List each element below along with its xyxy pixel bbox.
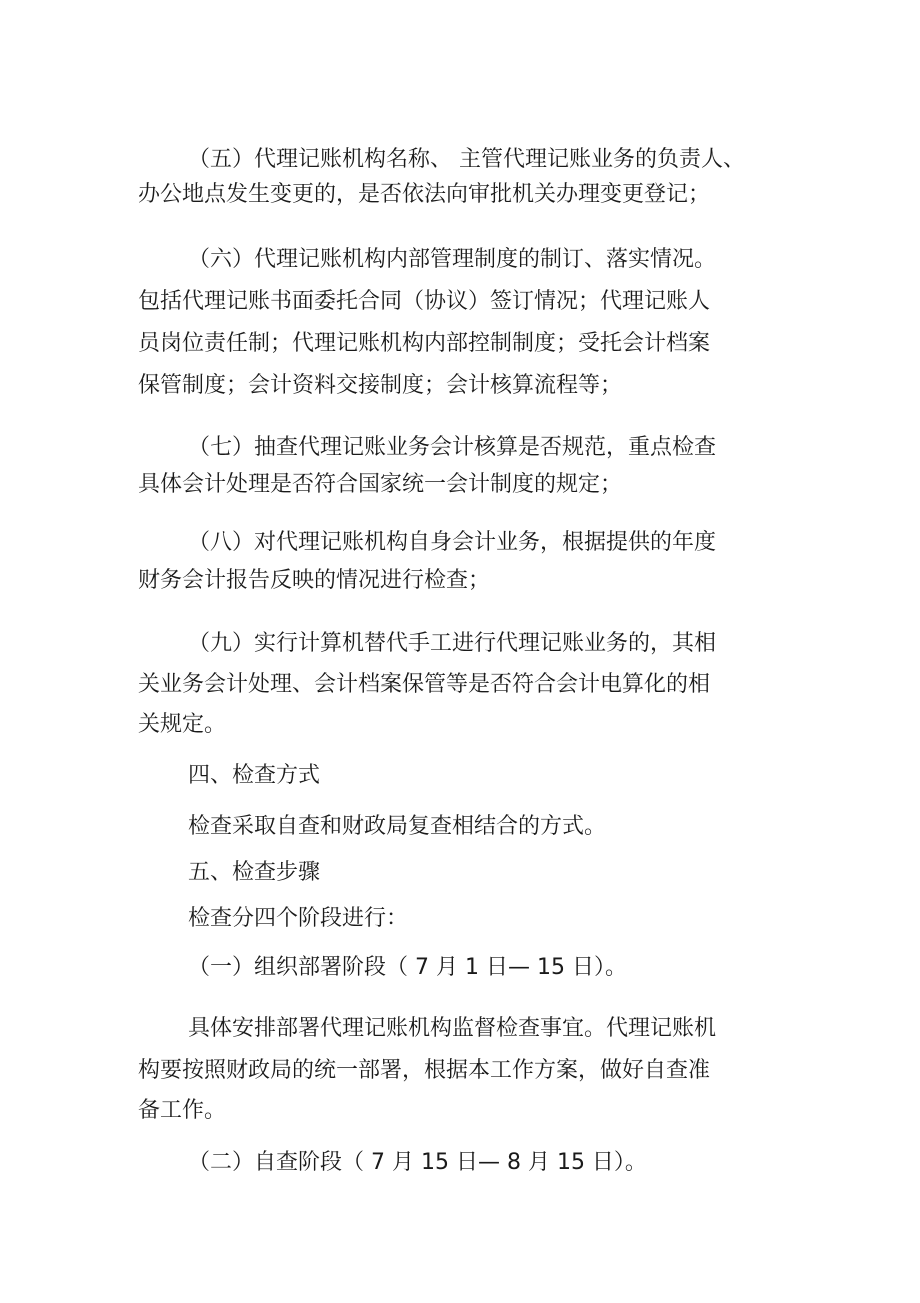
paragraph-5-line-1: （五）代理记账机构名称、 主管代理记账业务的负责人、 <box>188 147 745 172</box>
stage-1-heading: （一）组织部署阶段（ 7 月 1 日— 15 日）。 <box>188 955 627 980</box>
section-heading-inspection-steps: 五、检查步骤 <box>188 860 321 885</box>
paragraph-7-line-2: 具体会计处理是否符合国家统一会计制度的规定； <box>138 472 623 497</box>
paragraph-9-line-1: （九）实行计算机替代手工进行代理记账业务的，其相 <box>188 631 717 656</box>
paragraph-5-line-2: 办公地点发生变更的，是否依法向审批机关办理变更登记； <box>138 182 711 207</box>
paragraph-7-line-1: （七）抽查代理记账业务会计核算是否规范，重点检查 <box>188 435 717 460</box>
paragraph-6-line-4: 保管制度；会计资料交接制度；会计核算流程等； <box>138 373 623 398</box>
paragraph-6-line-1: （六）代理记账机构内部管理制度的制订、落实情况。 <box>188 247 717 272</box>
paragraph-9-line-2: 关业务会计处理、会计档案保管等是否符合会计电算化的相 <box>138 672 711 697</box>
paragraph-9-line-3: 关规定。 <box>138 712 227 737</box>
stage-1-line-1: 具体安排部署代理记账机构监督检查事宜。代理记账机 <box>188 1016 717 1041</box>
stage-1-line-3: 备工作。 <box>138 1098 227 1123</box>
paragraph-8-line-1: （八）对代理记账机构自身会计业务，根据提供的年度 <box>188 530 717 555</box>
paragraph-6-line-3: 员岗位责任制；代理记账机构内部控制制度；受托会计档案 <box>138 331 711 356</box>
paragraph-6-line-2: 包括代理记账书面委托合同（协议）签订情况；代理记账人 <box>138 289 711 314</box>
inspection-steps-intro: 检查分四个阶段进行： <box>188 906 409 931</box>
paragraph-8-line-2: 财务会计报告反映的情况进行检查； <box>138 568 491 593</box>
inspection-method-text: 检查采取自查和财政局复查相结合的方式。 <box>188 814 607 839</box>
stage-1-line-2: 构要按照财政局的统一部署，根据本工作方案，做好自查准 <box>138 1058 711 1083</box>
stage-2-heading: （二）自查阶段（ 7 月 15 日— 8 月 15 日）。 <box>188 1150 647 1175</box>
section-heading-inspection-method: 四、检查方式 <box>188 763 321 788</box>
